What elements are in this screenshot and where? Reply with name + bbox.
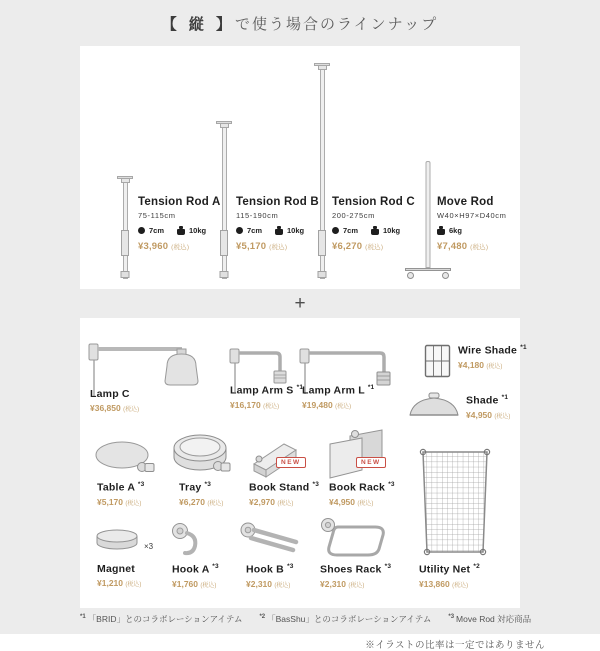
rod-foot — [121, 271, 130, 278]
product-name: Tension Rod C — [332, 196, 415, 208]
product-name: Shoes Rack — [320, 563, 382, 576]
product-name: Tension Rod A — [138, 196, 221, 208]
product-spec — [437, 226, 507, 235]
product-price — [172, 579, 219, 589]
product-name: Book Rack — [329, 481, 386, 494]
product-name: Lamp Arm L — [302, 384, 365, 397]
footnote-text: 「BasShu」とのコラボレーションアイテム — [267, 614, 432, 624]
product-price — [466, 410, 510, 420]
product-spec — [332, 226, 415, 235]
footnote-ref: *1 — [367, 384, 375, 391]
footnote-2 — [259, 613, 431, 625]
product-wire-shade — [458, 344, 527, 370]
rod-sleeve — [318, 230, 326, 256]
product-name: Magnet — [97, 563, 135, 575]
price-value: ¥2,310 — [320, 578, 346, 589]
price-value: ¥36,850 — [90, 403, 121, 413]
price-value: ¥4,950 — [466, 409, 492, 420]
product-lamp-arm-s — [230, 384, 303, 410]
load-value: 10kg — [383, 226, 401, 235]
load-value: 6kg — [449, 226, 462, 235]
page-title — [0, 13, 600, 34]
rod-foot — [318, 271, 327, 278]
product-name: Book Stand — [249, 481, 310, 494]
tax-label: (税込) — [452, 582, 469, 589]
product-name: Table A — [97, 481, 135, 494]
magnet-illustration — [94, 528, 140, 554]
footnote-ref: *1 — [296, 384, 304, 391]
tax-label: (税込) — [470, 244, 489, 251]
product-name: Utility Net — [419, 563, 471, 576]
price-value: ¥2,310 — [246, 578, 272, 589]
tax-label: (税込) — [123, 407, 140, 413]
footnote-text: Move Rod 対応商品 — [456, 614, 532, 624]
price-value: ¥16,170 — [230, 399, 261, 410]
rod-foot — [220, 271, 229, 278]
footnote-ref: *3 — [388, 481, 395, 488]
product-hook-a — [172, 563, 219, 589]
load-value: 10kg — [287, 226, 305, 235]
tax-label: (税込) — [365, 244, 384, 251]
product-name: Move Rod — [437, 196, 494, 208]
tax-label: (税込) — [171, 244, 190, 251]
tax-label: (税込) — [357, 500, 374, 507]
price-value: ¥3,960 — [138, 241, 169, 252]
footnote-marker: *1 — [80, 614, 86, 621]
product-book-rack — [329, 481, 395, 507]
rod-sleeve — [220, 230, 228, 256]
tax-label: (税込) — [494, 413, 511, 420]
rods-card — [80, 46, 520, 289]
product-shoes-rack — [320, 563, 391, 589]
diameter-icon — [332, 227, 339, 234]
footnote-ref: *3 — [312, 481, 320, 488]
rod-pole — [320, 70, 325, 279]
product-name: Wire Shade — [458, 344, 518, 357]
footnote-ref: *3 — [137, 481, 145, 488]
product-tray — [179, 481, 223, 507]
price-value: ¥5,170 — [97, 496, 123, 507]
tax-label: (税込) — [335, 403, 352, 410]
product-name: Tray — [179, 481, 202, 494]
diameter-value: 7cm — [247, 226, 263, 235]
illustration-ratio-note: ※イラストの比率は一定ではありません — [365, 640, 545, 651]
weight-icon — [177, 229, 185, 235]
footnote-ref: *3 — [384, 563, 392, 570]
product-price — [332, 241, 415, 252]
product-move-rod — [437, 196, 507, 252]
product-name: Shade — [466, 394, 499, 407]
product-price — [437, 241, 507, 252]
footnote-marker: *3 — [448, 614, 455, 621]
product-size: 115-190cm — [236, 211, 279, 220]
footnotes — [80, 613, 540, 625]
footnote-marker: *2 — [259, 614, 266, 621]
footnote-3 — [448, 613, 531, 625]
tax-label: (税込) — [125, 582, 142, 588]
tax-label: (税込) — [207, 500, 224, 507]
tax-label: (税込) — [486, 363, 503, 370]
price-value: ¥4,950 — [329, 496, 355, 507]
product-size: W40×H97×D40cm — [437, 211, 507, 220]
footnote-ref: *2 — [473, 563, 480, 570]
rod-pole — [426, 161, 431, 268]
rod-sleeve — [121, 230, 129, 256]
tax-label: (税込) — [125, 500, 142, 507]
product-price — [419, 579, 480, 589]
tax-label: (税込) — [348, 582, 365, 589]
hook-b-illustration — [238, 521, 304, 555]
product-name: Hook B — [246, 563, 284, 576]
product-shade — [466, 394, 510, 420]
new-badge: NEW — [276, 457, 306, 468]
tax-label: (税込) — [274, 582, 291, 589]
page-title-rest: で使う場合のラインナップ — [235, 16, 439, 33]
price-value: ¥2,970 — [249, 496, 275, 507]
footnote-1 — [80, 613, 242, 625]
product-price — [97, 497, 144, 507]
price-value: ¥7,480 — [437, 241, 468, 252]
price-value: ¥13,860 — [419, 578, 450, 589]
product-price — [302, 400, 374, 410]
product-price — [179, 497, 223, 507]
product-price — [90, 403, 139, 413]
product-magnet — [97, 563, 141, 588]
tax-label: (税込) — [200, 582, 217, 589]
footnote-ref: *3 — [212, 563, 219, 570]
price-value: ¥6,270 — [332, 241, 363, 252]
product-price — [138, 241, 220, 252]
product-table-a — [97, 481, 144, 507]
price-value: ¥1,210 — [97, 578, 123, 588]
footnote-ref: *3 — [287, 563, 294, 570]
product-book-stand — [249, 481, 319, 507]
table-a-illustration — [94, 440, 158, 478]
footnote-text: 「BRID」とのコラボレーションアイテム — [87, 614, 243, 624]
product-price — [249, 497, 319, 507]
product-hook-b — [246, 563, 294, 589]
hook-a-illustration — [170, 521, 202, 561]
price-value: ¥4,180 — [458, 359, 484, 370]
diameter-icon — [236, 227, 243, 234]
wire-shade-illustration — [424, 344, 451, 378]
book-rack-illustration — [328, 428, 386, 480]
accessories-card — [80, 318, 527, 608]
price-value: ¥1,760 — [172, 578, 198, 589]
plus-separator: + — [294, 293, 306, 314]
tax-label: (税込) — [269, 244, 288, 251]
product-lamp-arm-l — [302, 384, 374, 410]
footnote-ref: *3 — [204, 481, 212, 488]
tension-rod-a-illustration — [117, 176, 133, 279]
caster-wheel-icon — [407, 272, 414, 279]
product-name: Lamp Arm S — [230, 384, 294, 397]
footnote-ref: *1 — [520, 344, 527, 351]
price-value: ¥19,480 — [302, 399, 333, 410]
rod-pole — [222, 128, 227, 279]
product-price — [230, 400, 303, 410]
product-lamp-c — [90, 388, 139, 413]
product-tension-rod-a — [138, 196, 220, 252]
product-price — [97, 578, 141, 588]
product-size: 75-115cm — [138, 211, 176, 220]
product-name: Tension Rod B — [236, 196, 319, 208]
magnet-quantity: ×3 — [144, 542, 154, 551]
product-price — [329, 497, 395, 507]
tax-label: (税込) — [277, 500, 294, 507]
price-value: ¥5,170 — [236, 241, 267, 252]
diameter-value: 7cm — [343, 226, 359, 235]
utility-net-illustration — [416, 446, 494, 558]
product-spec — [138, 226, 220, 235]
move-rod-base — [405, 268, 451, 271]
product-price — [320, 579, 391, 589]
product-spec — [236, 226, 319, 235]
tax-label: (税込) — [263, 403, 280, 410]
product-price — [236, 241, 319, 252]
price-value: ¥6,270 — [179, 496, 205, 507]
diameter-value: 7cm — [149, 226, 165, 235]
product-tension-rod-b — [236, 196, 319, 252]
shade-illustration — [408, 392, 460, 417]
shoes-rack-illustration — [314, 516, 394, 562]
footnote-ref: *1 — [501, 394, 509, 401]
page-title-emphasis: 【 縦 】 — [161, 16, 236, 33]
caster-wheel-icon — [442, 272, 449, 279]
product-price — [246, 579, 294, 589]
weight-icon — [371, 229, 379, 235]
product-name: Hook A — [172, 563, 210, 576]
weight-icon — [437, 229, 445, 235]
product-size: 200-275cm — [332, 211, 375, 220]
weight-icon — [275, 229, 283, 235]
new-badge: NEW — [356, 457, 386, 468]
product-utility-net — [419, 563, 480, 589]
product-tension-rod-c — [332, 196, 415, 252]
product-price — [458, 360, 527, 370]
tray-illustration — [172, 433, 232, 479]
load-value: 10kg — [189, 226, 207, 235]
diameter-icon — [138, 227, 145, 234]
product-name: Lamp C — [90, 388, 130, 400]
rod-pole — [123, 183, 128, 279]
